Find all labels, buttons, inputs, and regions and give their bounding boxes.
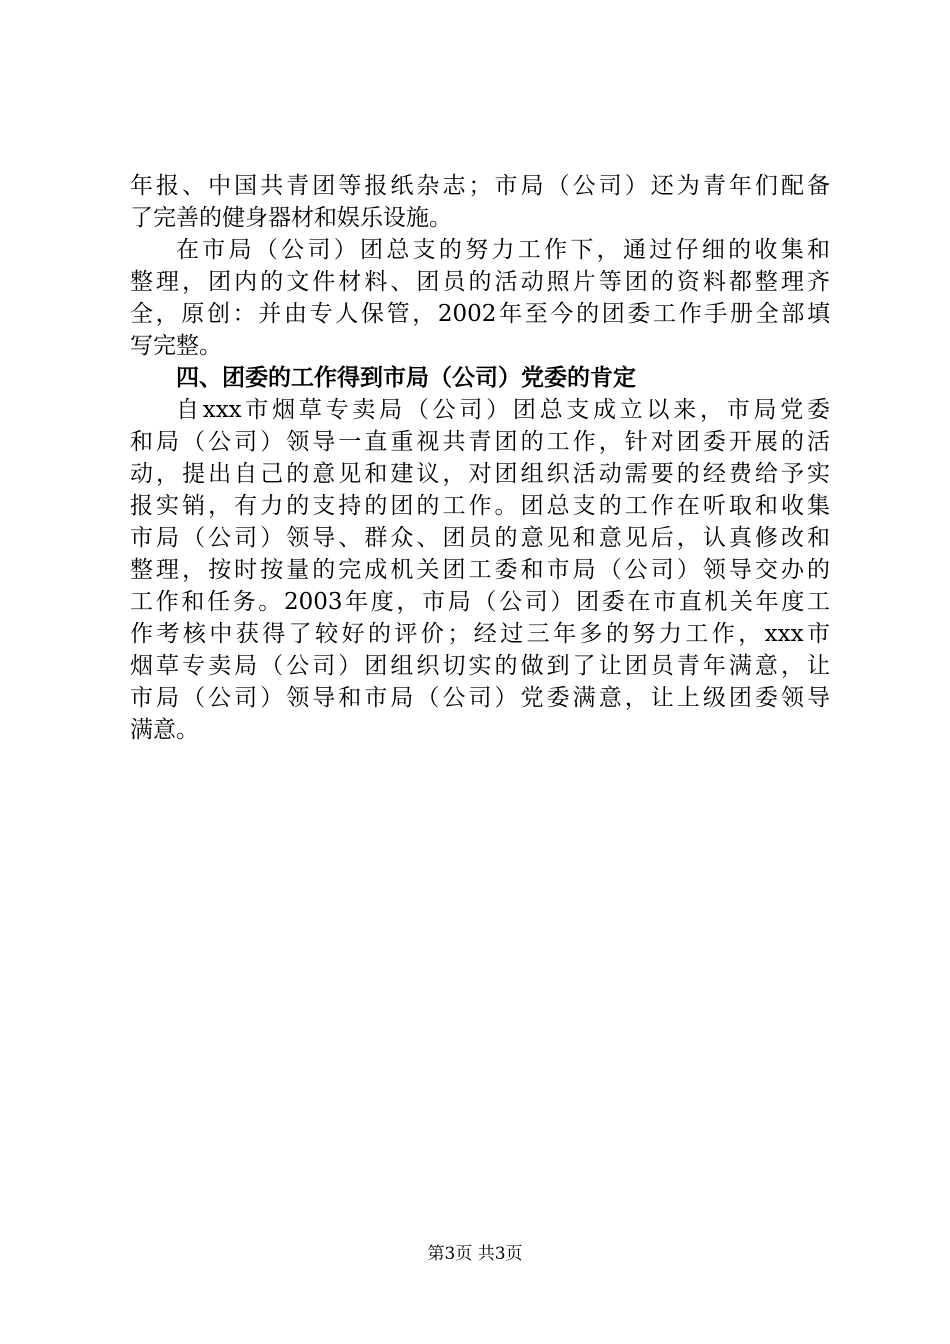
text-line: 动，提出自己的意见和建议，对团组织活动需要的经费给予实 — [130, 461, 830, 487]
text-line: 市局（公司）领导、群众、团员的意见和意见后，认真修改和 — [130, 525, 830, 551]
text-line: 自xxx市烟草专卖局（公司）团总支成立以来，市局党委 — [176, 397, 830, 423]
page-number-footer: 第3页 共3页 — [427, 1244, 523, 1264]
text-line: 整理，团内的文件材料、团员的活动照片等团的资料都整理齐 — [130, 269, 830, 295]
text-line: 报实销，有力的支持的团的工作。团总支的工作在听取和收集 — [130, 493, 830, 519]
text-line: 全，原创：并由专人保管，2002年至今的团委工作手册全部填 — [130, 301, 830, 327]
text-line: 写完整。 — [130, 333, 222, 359]
text-line: 在市局（公司）团总支的努力工作下，通过仔细的收集和 — [176, 237, 830, 263]
text-line: 烟草专卖局（公司）团组织切实的做到了让团员青年满意，让 — [130, 653, 830, 679]
text-line: 年报、中国共青团等报纸杂志；市局（公司）还为青年们配备 — [130, 173, 830, 199]
text-line: 和局（公司）领导一直重视共青团的工作，针对团委开展的活 — [130, 429, 830, 455]
text-line: 工作和任务。2003年度，市局（公司）团委在市直机关年度工 — [130, 589, 830, 615]
text-line: 整理，按时按量的完成机关团工委和市局（公司）领导交办的 — [130, 557, 830, 583]
text-line: 了完善的健身器材和娱乐设施。 — [130, 205, 452, 231]
document-body — [130, 170, 830, 746]
text-line: 市局（公司）领导和市局（公司）党委满意，让上级团委领导 — [130, 685, 830, 711]
text-line: 作考核中获得了较好的评价；经过三年多的努力工作，xxx市 — [130, 621, 830, 647]
text-line: 满意。 — [130, 717, 199, 743]
section-heading: 四、团委的工作得到市局（公司）党委的肯定 — [176, 365, 636, 391]
